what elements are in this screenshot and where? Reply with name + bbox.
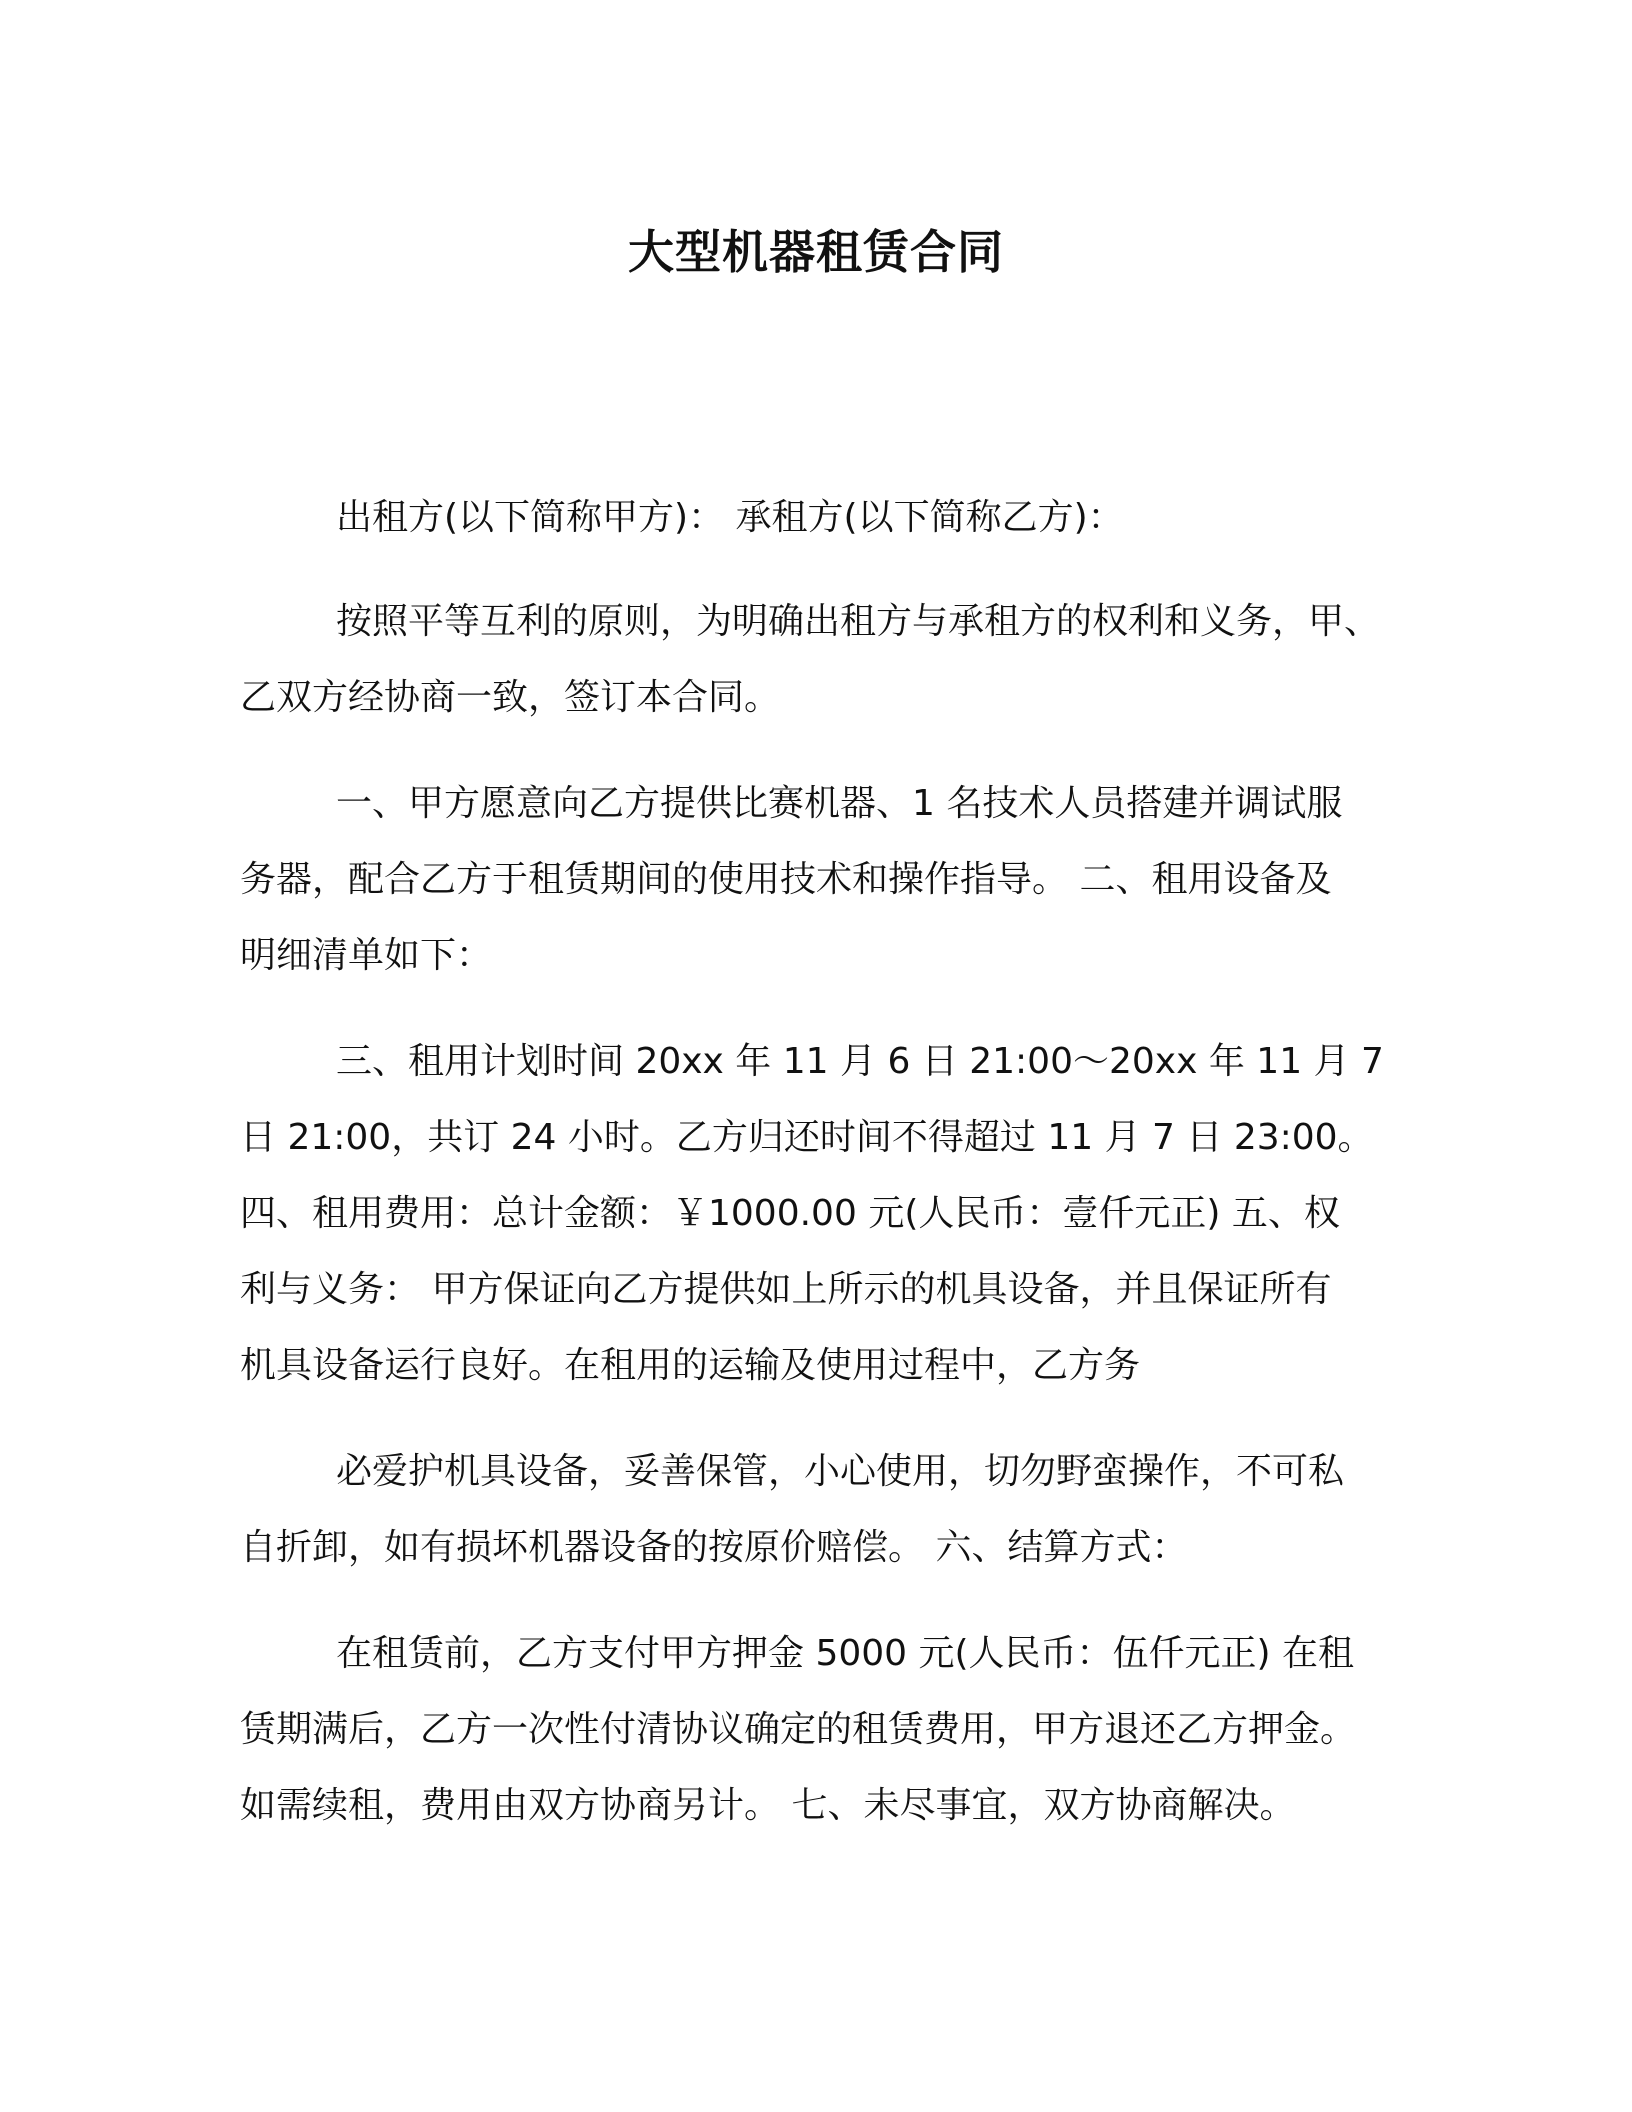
paragraph-line: 四、租用费用：总计金额：￥1000.00 元(人民币：壹仟元正) 五、权	[240, 1193, 1340, 1234]
paragraph-line: 自折卸，如有损坏机器设备的按原价赔偿。 六、结算方式：	[240, 1527, 1188, 1568]
paragraph-line: 明细清单如下：	[240, 935, 493, 976]
document-title: 大型机器租赁合同	[628, 225, 1004, 279]
paragraph-line: 机具设备运行良好。在租用的运输及使用过程中，乙方务	[240, 1345, 1141, 1386]
paragraph-parties	[240, 480, 1400, 556]
paragraph-line: 在租赁前，乙方支付甲方押金 5000 元(人民币：伍仟元正) 在租	[336, 1633, 1355, 1674]
paragraph-line: 日 21:00，共订 24 小时。乙方归还时间不得超过 11 月 7 日 23:00。	[240, 1117, 1374, 1158]
paragraph-clause-one	[240, 766, 1400, 994]
paragraph-equipment-care	[240, 1434, 1400, 1586]
paragraph-settlement	[240, 1616, 1400, 1844]
paragraph-line: 利与义务： 甲方保证向乙方提供如上所示的机具设备，并且保证所有	[240, 1269, 1332, 1310]
paragraph-line: 务器，配合乙方于租赁期间的使用技术和操作指导。 二、租用设备及	[240, 859, 1332, 900]
paragraph-line: 赁期满后，乙方一次性付清协议确定的租赁费用，甲方退还乙方押金。	[240, 1709, 1357, 1750]
paragraph-line: 必爱护机具设备，妥善保管，小心使用，切勿野蛮操作，不可私	[336, 1451, 1345, 1492]
paragraph-clause-three	[240, 1024, 1400, 1404]
paragraph-line: 三、租用计划时间 20xx 年 11 月 6 日 21:00～20xx 年 11 月 7	[336, 1041, 1384, 1082]
paragraph-preamble	[240, 584, 1400, 736]
paragraph-line: 一、甲方愿意向乙方提供比赛机器、1 名技术人员搭建并调试服	[336, 783, 1343, 824]
paragraph-line: 出租方(以下简称甲方)： 承租方(以下简称乙方)：	[336, 497, 1124, 538]
paragraph-line: 如需续租，费用由双方协商另计。 七、未尽事宜，双方协商解决。	[240, 1785, 1296, 1826]
paragraph-line: 乙双方经协商一致，签订本合同。	[240, 677, 781, 718]
paragraph-line: 按照平等互利的原则，为明确出租方与承租方的权利和义务，甲、	[336, 601, 1381, 642]
